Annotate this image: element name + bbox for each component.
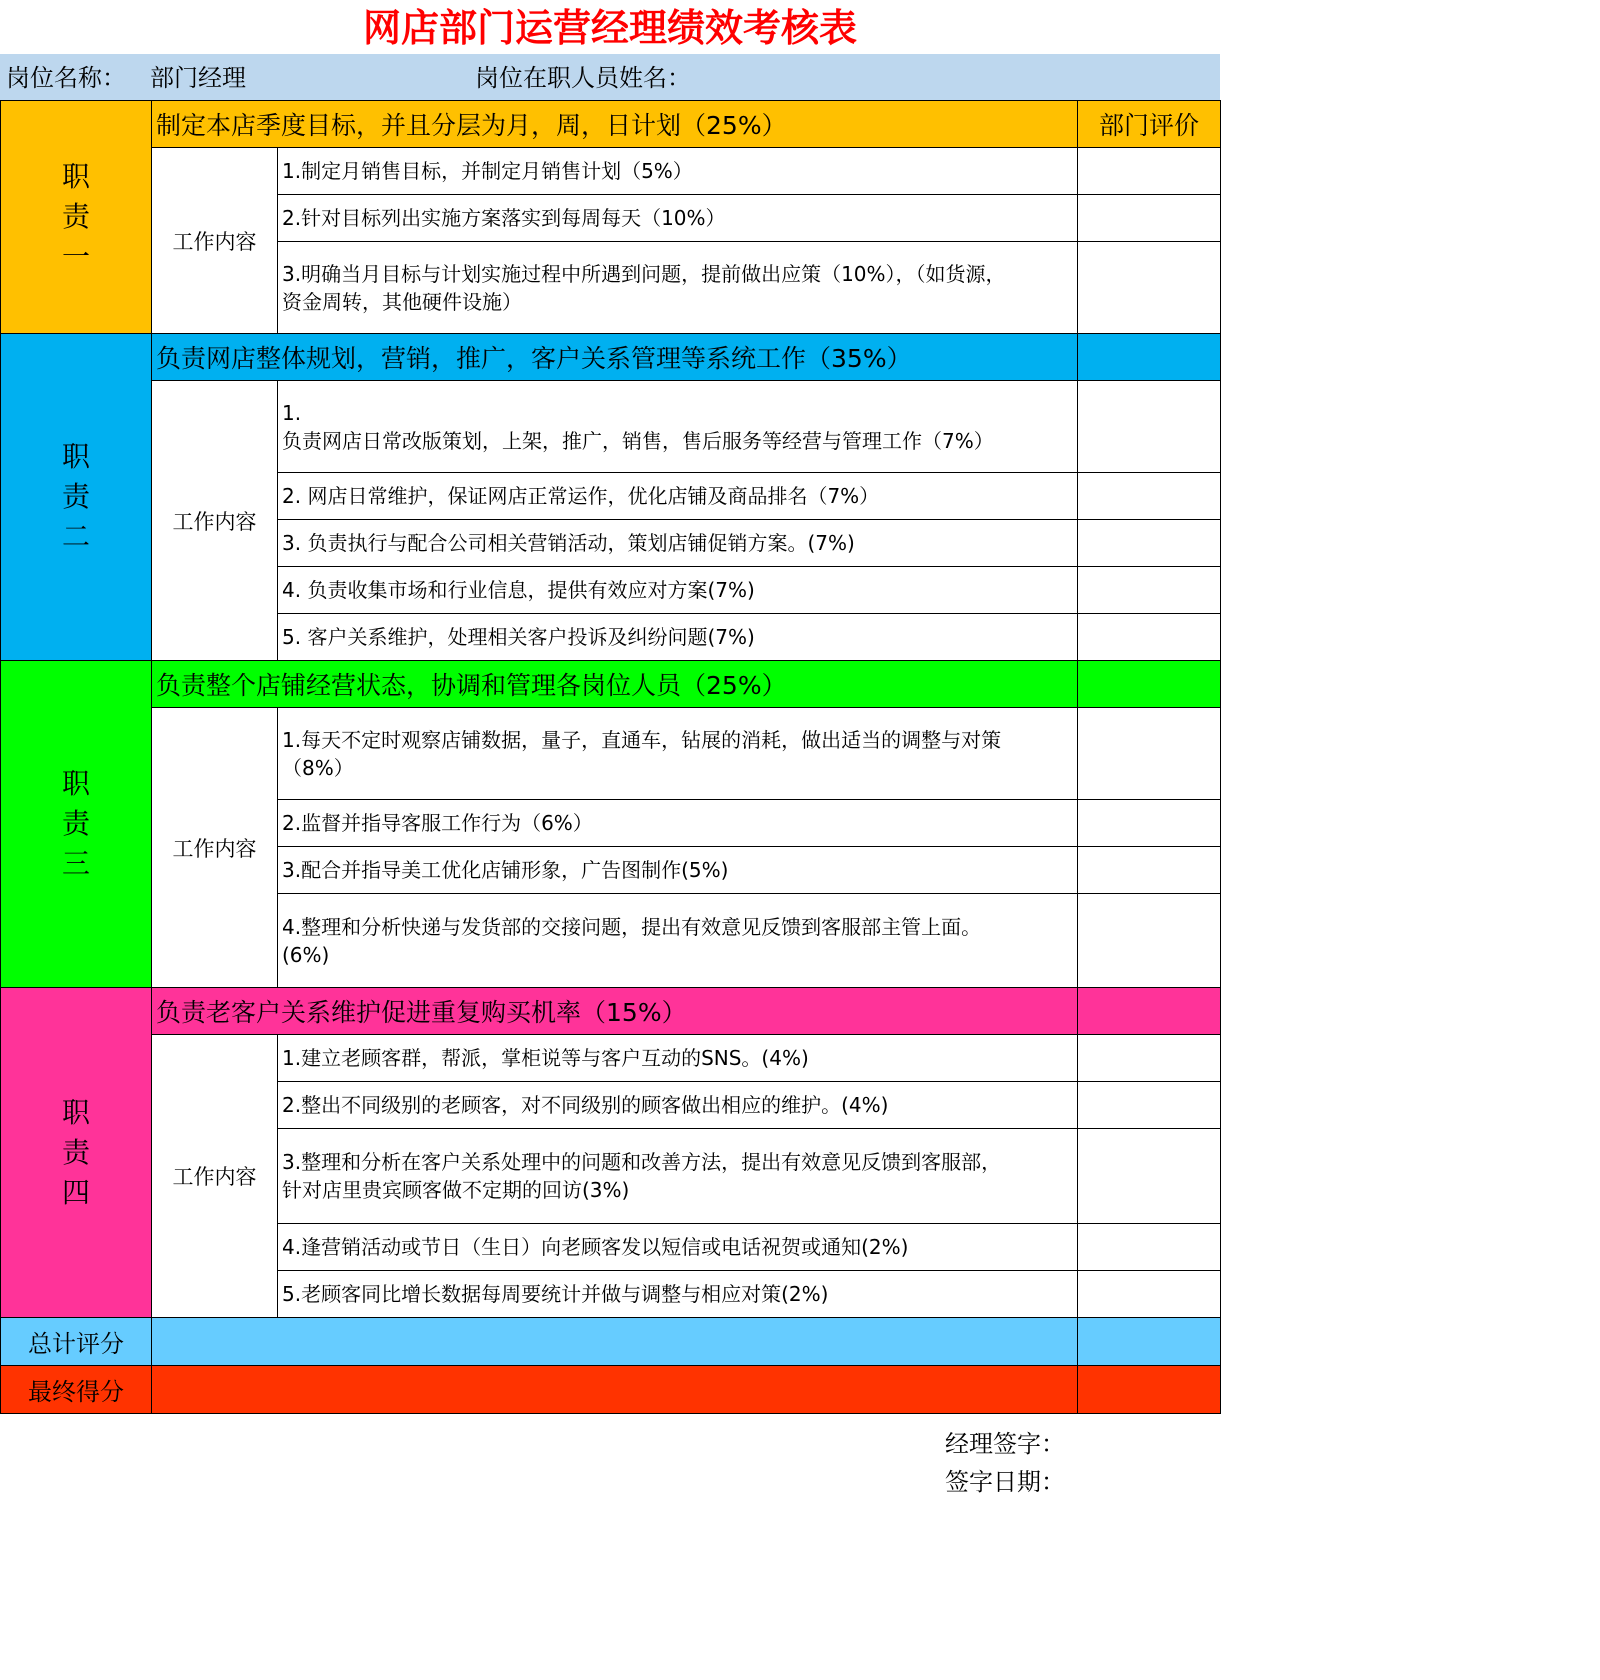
work-content-label: 工作内容 bbox=[152, 1035, 278, 1318]
evaluation-cell[interactable] bbox=[1078, 148, 1221, 195]
work-item: 1. 负责网店日常改版策划，上架，推广，销售，售后服务等经营与管理工作（7%） bbox=[278, 381, 1078, 473]
total-score-label: 总计评分 bbox=[1, 1318, 152, 1366]
duty-label-1: 职责一 bbox=[1, 101, 152, 334]
duty-heading-eval-cell[interactable] bbox=[1078, 988, 1221, 1035]
duty-heading-3: 负责整个店铺经营状态，协调和管理各岗位人员（25%） bbox=[152, 661, 1078, 708]
duty-heading-2: 负责网店整体规划，营销，推广，客户关系管理等系统工作（35%） bbox=[152, 334, 1078, 381]
evaluation-cell[interactable] bbox=[1078, 1224, 1221, 1271]
evaluation-cell[interactable] bbox=[1078, 614, 1221, 661]
final-score-cell bbox=[152, 1366, 1078, 1414]
work-item: 3. 负责执行与配合公司相关营销活动，策划店铺促销方案。(7%) bbox=[278, 520, 1078, 567]
department-evaluation-header: 部门评价 bbox=[1078, 101, 1221, 148]
work-content-label: 工作内容 bbox=[152, 381, 278, 661]
evaluation-table bbox=[0, 100, 1221, 1414]
evaluation-cell[interactable] bbox=[1078, 1271, 1221, 1318]
evaluation-cell[interactable] bbox=[1078, 894, 1221, 988]
position-value: 部门经理 bbox=[150, 64, 246, 92]
duty-label-4: 职责四 bbox=[1, 988, 152, 1318]
work-item: 2.针对目标列出实施方案落实到每周每天（10%） bbox=[278, 195, 1078, 242]
evaluation-cell[interactable] bbox=[1078, 195, 1221, 242]
work-content-label: 工作内容 bbox=[152, 148, 278, 334]
duty-heading-eval-cell[interactable] bbox=[1078, 661, 1221, 708]
duty-heading-eval-cell[interactable] bbox=[1078, 334, 1221, 381]
work-item: 4.整理和分析快递与发货部的交接问题，提出有效意见反馈到客服部主管上面。(6%) bbox=[278, 894, 1078, 988]
work-content-label: 工作内容 bbox=[152, 708, 278, 988]
work-item: 4. 负责收集市场和行业信息，提供有效应对方案(7%) bbox=[278, 567, 1078, 614]
duty-heading-4: 负责老客户关系维护促进重复购买机率（15%） bbox=[152, 988, 1078, 1035]
evaluation-cell[interactable] bbox=[1078, 708, 1221, 800]
position-info-bar bbox=[0, 54, 1220, 100]
signature-date-label: 签字日期： bbox=[945, 1468, 1065, 1496]
manager-signature-label: 经理签字： bbox=[945, 1430, 1065, 1458]
total-score-eval-cell[interactable] bbox=[1078, 1318, 1221, 1366]
work-item: 1.每天不定时观察店铺数据，量子，直通车，钻展的消耗，做出适当的调整与对策（8%） bbox=[278, 708, 1078, 800]
evaluation-cell[interactable] bbox=[1078, 242, 1221, 334]
work-item: 5. 客户关系维护，处理相关客户投诉及纠纷问题(7%) bbox=[278, 614, 1078, 661]
work-item: 2.整出不同级别的老顾客，对不同级别的顾客做出相应的维护。(4%) bbox=[278, 1082, 1078, 1129]
position-label: 岗位名称： bbox=[6, 64, 126, 92]
work-item: 3.整理和分析在客户关系处理中的问题和改善方法，提出有效意见反馈到客服部，针对店里贵宾顾客做不定期的回访(3%) bbox=[278, 1129, 1078, 1224]
evaluation-cell[interactable] bbox=[1078, 381, 1221, 473]
evaluation-cell[interactable] bbox=[1078, 520, 1221, 567]
evaluation-cell[interactable] bbox=[1078, 567, 1221, 614]
duty-heading-1: 制定本店季度目标，并且分层为月，周，日计划（25%） bbox=[152, 101, 1078, 148]
work-item: 2. 网店日常维护，保证网店正常运作，优化店铺及商品排名（7%） bbox=[278, 473, 1078, 520]
work-item: 2.监督并指导客服工作行为（6%） bbox=[278, 800, 1078, 847]
evaluation-cell[interactable] bbox=[1078, 1082, 1221, 1129]
page-title: 网店部门运营经理绩效考核表 bbox=[362, 6, 857, 50]
final-score-label: 最终得分 bbox=[1, 1366, 152, 1414]
evaluation-cell[interactable] bbox=[1078, 847, 1221, 894]
total-score-cell bbox=[152, 1318, 1078, 1366]
employee-name-label: 岗位在职人员姓名： bbox=[475, 64, 691, 92]
final-score-eval-cell[interactable] bbox=[1078, 1366, 1221, 1414]
evaluation-cell[interactable] bbox=[1078, 473, 1221, 520]
work-item: 1.制定月销售目标，并制定月销售计划（5%） bbox=[278, 148, 1078, 195]
work-item: 3.配合并指导美工优化店铺形象，广告图制作(5%) bbox=[278, 847, 1078, 894]
work-item: 3.明确当月目标与计划实施过程中所遇到问题，提前做出应策（10%），（如货源，资金周转，其他硬件设施） bbox=[278, 242, 1078, 334]
evaluation-cell[interactable] bbox=[1078, 1035, 1221, 1082]
evaluation-cell[interactable] bbox=[1078, 800, 1221, 847]
work-item: 5.老顾客同比增长数据每周要统计并做与调整与相应对策(2%) bbox=[278, 1271, 1078, 1318]
duty-label-3: 职责三 bbox=[1, 661, 152, 988]
work-item: 1.建立老顾客群，帮派，掌柜说等与客户互动的SNS。(4%) bbox=[278, 1035, 1078, 1082]
evaluation-cell[interactable] bbox=[1078, 1129, 1221, 1224]
duty-label-2: 职责二 bbox=[1, 334, 152, 661]
work-item: 4.逢营销活动或节日（生日）向老顾客发以短信或电话祝贺或通知(2%) bbox=[278, 1224, 1078, 1271]
